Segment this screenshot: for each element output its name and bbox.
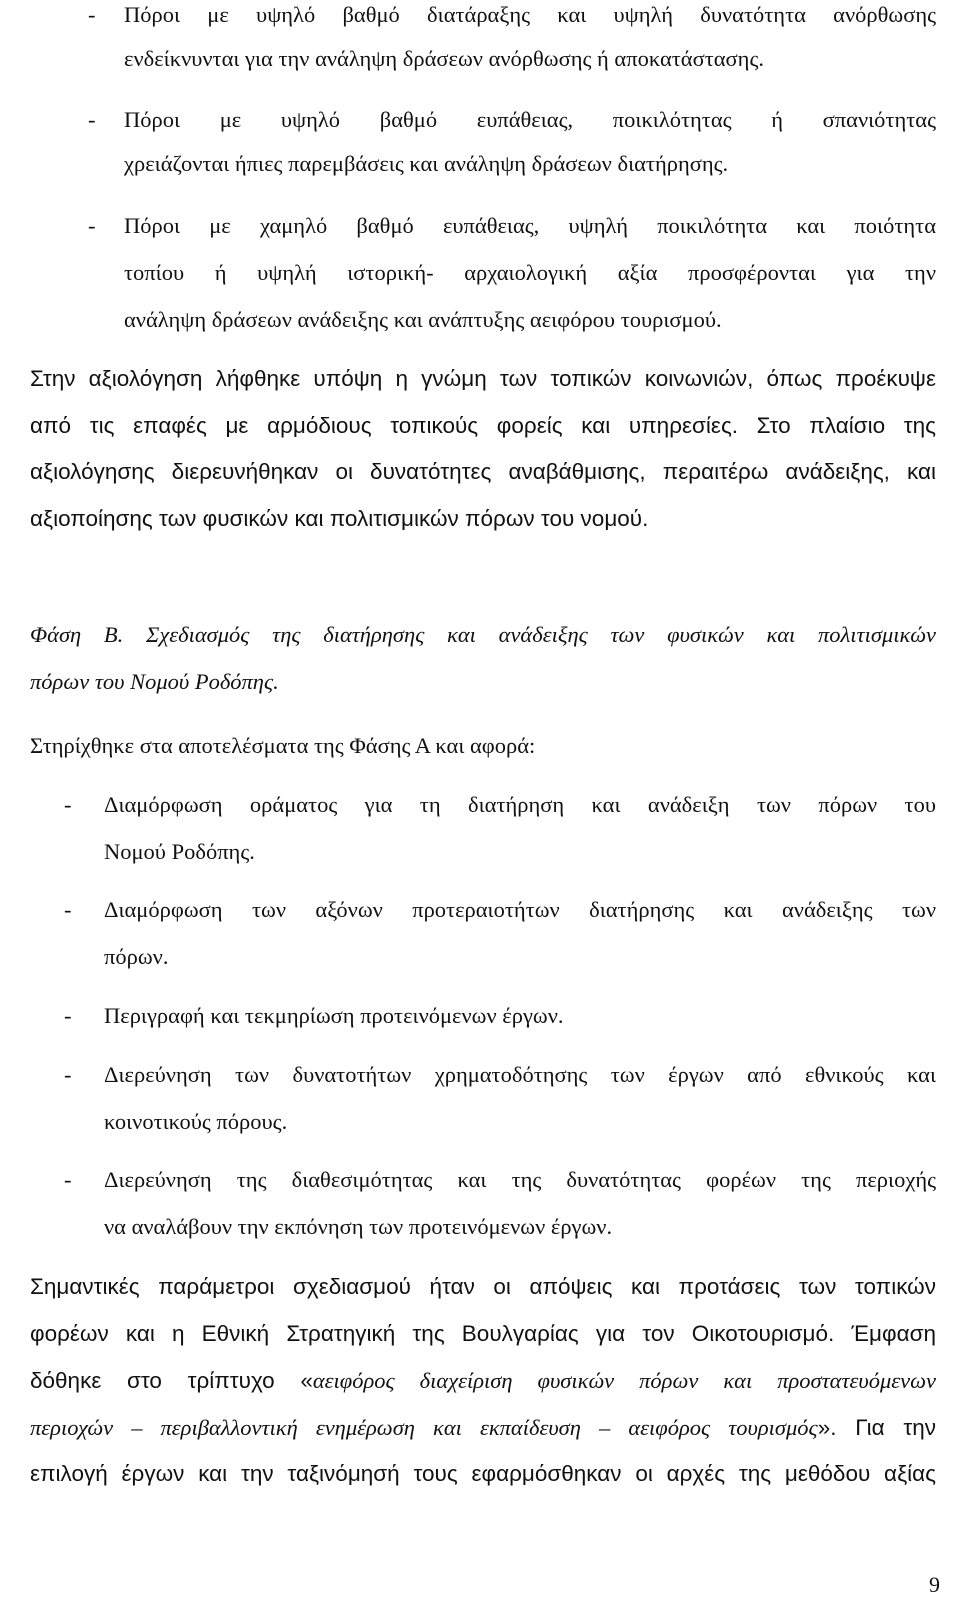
bullet-line: Νομού Ροδόπης. <box>104 839 255 864</box>
bullet-line: τοπίου ή υψηλή ιστορική- αρχαιολογική αξία προσφέρονται για την <box>124 260 936 285</box>
bullet-line: πόρων. <box>104 944 169 969</box>
bullet-dash: - <box>64 897 72 922</box>
paragraph-line <box>30 1366 936 1396</box>
section-heading: πόρων του Νομού Ροδόπης. <box>30 669 279 694</box>
section-heading: Φάση Β. Σχεδιασμός της διατήρησης και ανάδειξης των φυσικών και πολιτισμικών <box>30 622 936 647</box>
emphasis-text: αειφόρος διαχείριση φυσικών πόρων και προστατευόμενων <box>312 1368 936 1393</box>
bullet-line: Πόροι με υψηλό βαθμό διατάραξης και υψηλή δυνατότητα ανόρθωσης <box>124 2 936 27</box>
bullet-line: Διερεύνηση των δυνατοτήτων χρηματοδότησης των έργων από εθνικούς και <box>104 1062 936 1087</box>
bullet-dash: - <box>64 1003 72 1028</box>
bullet-line: Διαμόρφωση των αξόνων προτεραιοτήτων διατήρησης και ανάδειξης των <box>104 897 936 922</box>
bullet-line: να αναλάβουν την εκπόνηση των προτεινόμενων έργων. <box>104 1214 613 1239</box>
bullet-dash: - <box>64 792 72 817</box>
paragraph-line: αξιοποίησης των φυσικών και πολιτισμικών πόρων του νομού. <box>30 506 649 531</box>
emphasis-text: περιοχών – περιβαλλοντική ενημέρωση και εκπαίδευση – αειφόρος τουρισμός <box>30 1415 818 1440</box>
bullet-dash: - <box>88 107 96 132</box>
bullet-line: Πόροι με υψηλό βαθμό ευπάθειας, ποικιλότητας ή σπανιότητας <box>124 107 936 132</box>
paragraph-line: επιλογή έργων και την ταξινόμησή τους εφαρμόσθηκαν οι αρχές της μεθόδου αξίας <box>30 1461 936 1486</box>
paragraph-text: δόθηκε στο τρίπτυχο « <box>30 1368 313 1393</box>
paragraph-line: αξιολόγησης διερευνήθηκαν οι δυνατότητες αναβάθμισης, περαιτέρω ανάδειξης, και <box>30 459 936 484</box>
bullet-dash: - <box>88 2 96 27</box>
bullet-line: ενδείκνυνται για την ανάληψη δράσεων ανόρθωσης ή αποκατάστασης. <box>124 46 764 71</box>
paragraph-line: Σημαντικές παράμετροι σχεδιασμού ήταν οι απόψεις και προτάσεις των τοπικών <box>30 1274 936 1299</box>
paragraph-line: Στην αξιολόγηση λήφθηκε υπόψη η γνώμη των τοπικών κοινωνιών, όπως προέκυψε <box>30 366 936 391</box>
bullet-line: ανάληψη δράσεων ανάδειξης και ανάπτυξης αειφόρου τουρισμού. <box>124 307 722 332</box>
bullet-line: Περιγραφή και τεκμηρίωση προτεινόμενων έργων. <box>104 1003 564 1028</box>
bullet-line: Πόροι με χαμηλό βαθμό ευπάθειας, υψηλή ποικιλότητα και ποιότητα <box>124 213 936 238</box>
paragraph-line: από τις επαφές με αρμόδιους τοπικούς φορείς και υπηρεσίες. Στο πλαίσιο της <box>30 413 936 438</box>
bullet-line: κοινοτικούς πόρους. <box>104 1109 288 1134</box>
paragraph-line: φορέων και η Εθνική Στρατηγική της Βουλγαρίας για τον Οικοτουρισμό. Έμφαση <box>30 1321 936 1346</box>
bullet-line: Διερεύνηση της διαθεσιμότητας και της δυνατότητας φορέων της περιοχής <box>104 1167 936 1192</box>
paragraph-text: ». Για την <box>817 1415 936 1440</box>
bullet-line: χρειάζονται ήπιες παρεμβάσεις και ανάληψη δράσεων διατήρησης. <box>124 151 729 176</box>
bullet-dash: - <box>88 213 96 238</box>
intro-line: Στηρίχθηκε στα αποτελέσματα της Φάσης Α και αφορά: <box>30 733 536 758</box>
bullet-dash: - <box>64 1167 72 1192</box>
bullet-line: Διαμόρφωση οράματος για τη διατήρηση και ανάδειξη των πόρων του <box>104 792 936 817</box>
page-number: 9 <box>929 1572 940 1597</box>
paragraph-line <box>30 1413 936 1443</box>
bullet-dash: - <box>64 1062 72 1087</box>
